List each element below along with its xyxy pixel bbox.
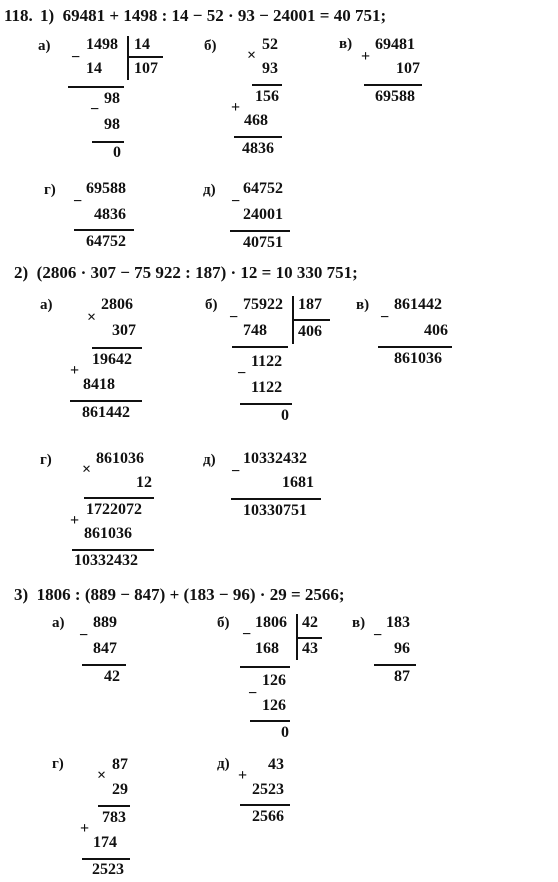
factor-1: 52 (262, 36, 278, 53)
subtrahend: 748 (243, 322, 267, 339)
sum: 2566 (252, 808, 284, 825)
subtrahend: 168 (255, 640, 279, 657)
problem-number: 118. (4, 6, 33, 25)
partial-1: 156 (255, 88, 279, 105)
result-line (70, 400, 142, 402)
item-label: г) (52, 756, 64, 772)
addend-2: 107 (396, 60, 420, 77)
dividend: 75922 (243, 296, 283, 313)
subtrahend: 96 (394, 640, 410, 657)
result-line (92, 347, 142, 349)
minuend: 64752 (243, 180, 283, 197)
item-label: д) (203, 452, 216, 468)
minus-sign: − (248, 685, 258, 702)
difference: 10330751 (243, 502, 307, 519)
divisor: 187 (298, 296, 322, 313)
result-line (84, 497, 154, 499)
dividend: 1806 (255, 614, 287, 631)
final-remainder: 0 (113, 144, 121, 161)
result-line (74, 229, 134, 231)
difference: 87 (394, 668, 410, 685)
item-label: г) (44, 182, 56, 198)
subtrahend: 1681 (282, 474, 314, 491)
result-line (364, 84, 422, 86)
item-label: д) (217, 756, 230, 772)
minus-sign: − (229, 309, 239, 326)
minus-sign: − (373, 627, 383, 644)
difference: 42 (104, 668, 120, 685)
plus-sign: + (80, 820, 90, 837)
divisor-line (294, 319, 330, 321)
product: 10332432 (74, 552, 138, 569)
difference: 861036 (394, 350, 442, 367)
item-label: г) (40, 452, 52, 468)
final-remainder: 0 (281, 407, 289, 424)
task-1-header: 1) 69481 + 1498 : 14 − 52 · 93 − 24001 = 40 751; (40, 6, 387, 25)
subtrahend-row: 1122 (251, 379, 283, 396)
result-line (250, 720, 290, 722)
dividend: 1498 (86, 36, 118, 53)
partial-2: 861036 (84, 525, 132, 542)
minus-sign: − (90, 101, 100, 118)
minus-sign: − (380, 309, 390, 326)
difference: 40751 (243, 234, 283, 251)
factor-1: 2806 (101, 296, 133, 313)
minuend: 69588 (86, 180, 126, 197)
result-line (82, 858, 130, 860)
minuend: 10332432 (243, 450, 307, 467)
result-line (234, 136, 282, 138)
result-line (240, 403, 292, 405)
item-label: а) (52, 615, 65, 631)
times-sign: × (82, 461, 92, 478)
result-line (240, 804, 290, 806)
item-label: б) (205, 297, 218, 313)
subtrahend: 14 (86, 60, 102, 77)
minuend: 889 (93, 614, 117, 631)
result-line (230, 230, 290, 232)
partial-1: 1722072 (86, 501, 142, 518)
minus-sign: − (231, 193, 241, 210)
times-sign: × (97, 767, 107, 784)
quotient: 43 (302, 640, 318, 657)
factor-2: 307 (112, 322, 136, 339)
minus-sign: − (242, 626, 252, 643)
minus-sign: − (79, 627, 89, 644)
divisor-line (129, 56, 163, 58)
final-remainder: 0 (281, 724, 289, 741)
times-sign: × (247, 47, 257, 64)
result-line (231, 498, 321, 500)
result-line (68, 86, 124, 88)
subtrahend-row: 126 (262, 697, 286, 714)
item-label: б) (204, 38, 217, 54)
result-line (252, 84, 282, 86)
product: 2523 (92, 861, 124, 878)
partial-2: 174 (93, 834, 117, 851)
minus-sign: − (71, 49, 81, 66)
minus-sign: − (237, 365, 247, 382)
result-line (232, 346, 288, 348)
task-2-header: 2) (2806 · 307 − 75 922 : 187) · 12 = 10 330 751; (14, 263, 358, 282)
result-line (374, 664, 416, 666)
quotient: 406 (298, 323, 322, 340)
divisor: 42 (302, 614, 318, 631)
partial-2: 468 (244, 112, 268, 129)
item-label: д) (203, 182, 216, 198)
subtrahend: 847 (93, 640, 117, 657)
minuend: 861442 (394, 296, 442, 313)
partial-2: 8418 (83, 376, 115, 393)
partial-1: 19642 (92, 351, 132, 368)
partial-1: 783 (102, 809, 126, 826)
item-label: а) (38, 38, 51, 54)
minus-sign: − (231, 463, 241, 480)
factor-1: 861036 (96, 450, 144, 467)
plus-sign: + (361, 48, 371, 65)
minus-sign: − (73, 193, 83, 210)
subtrahend-row: 98 (104, 116, 120, 133)
plus-sign: + (70, 362, 80, 379)
plus-sign: + (231, 99, 241, 116)
subtrahend: 24001 (243, 206, 283, 223)
result-line (92, 141, 124, 143)
result-line (72, 549, 154, 551)
subtrahend: 406 (424, 322, 448, 339)
remainder-row: 126 (262, 672, 286, 689)
product: 861442 (82, 404, 130, 421)
factor-1: 87 (112, 756, 128, 773)
product: 4836 (242, 140, 274, 157)
item-label: в) (356, 297, 370, 313)
remainder-row: 98 (104, 90, 120, 107)
quotient: 107 (134, 60, 158, 77)
subtrahend: 4836 (94, 206, 126, 223)
item-label: а) (40, 297, 53, 313)
division-bar (127, 36, 129, 80)
result-line (82, 664, 126, 666)
divisor-line (298, 637, 322, 639)
result-line (98, 805, 130, 807)
factor-2: 29 (112, 781, 128, 798)
divisor: 14 (134, 36, 150, 53)
remainder-row: 1122 (251, 353, 283, 370)
result-line (240, 666, 290, 668)
difference: 64752 (86, 233, 126, 250)
factor-2: 12 (136, 474, 152, 491)
addend-1: 69481 (375, 36, 415, 53)
item-label: в) (352, 615, 366, 631)
result-line (378, 346, 452, 348)
times-sign: × (87, 309, 97, 326)
task-3-header: 3) 1806 : (889 − 847) + (183 − 96) · 29 = 2566; (14, 585, 345, 604)
minuend: 183 (386, 614, 410, 631)
plus-sign: + (238, 767, 248, 784)
addend-1: 43 (268, 756, 284, 773)
sum: 69588 (375, 88, 415, 105)
plus-sign: + (70, 512, 80, 529)
factor-2: 93 (262, 60, 278, 77)
item-label: б) (217, 615, 230, 631)
addend-2: 2523 (252, 781, 284, 798)
item-label: в) (339, 36, 353, 52)
